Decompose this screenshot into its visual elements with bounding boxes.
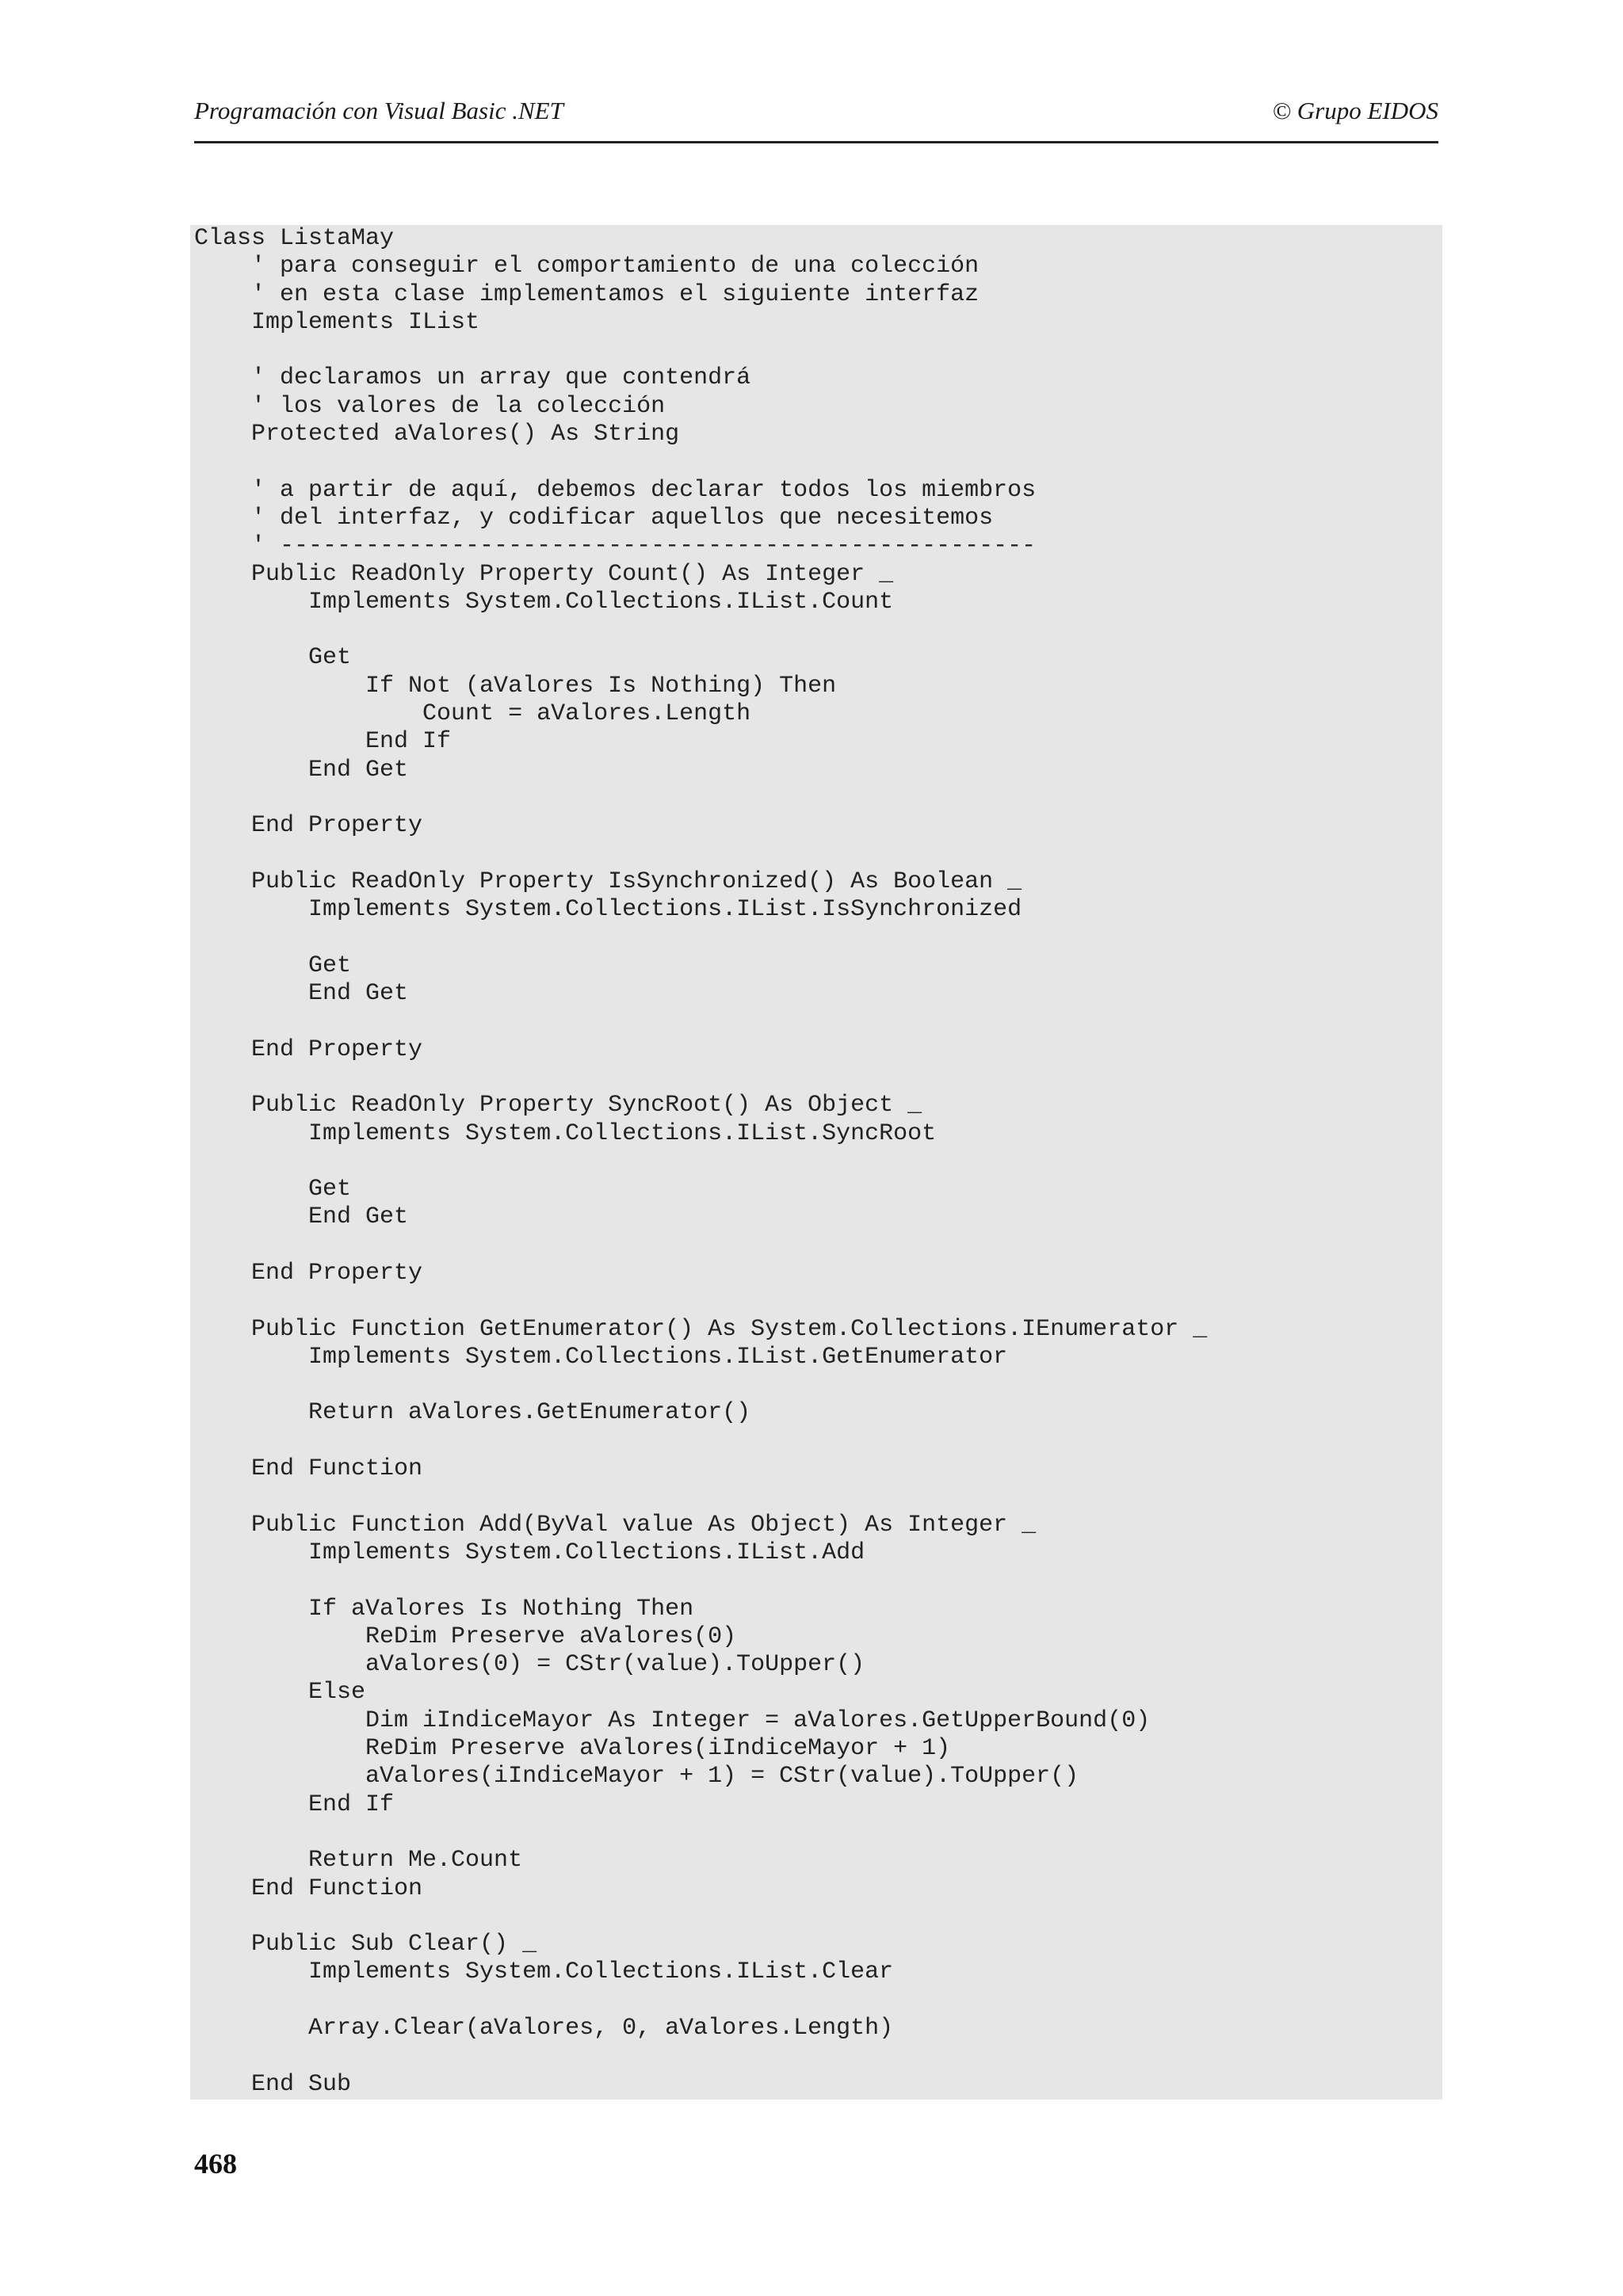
code-line: Get — [194, 1176, 352, 1203]
code-listing — [190, 225, 1442, 2100]
code-line: ' declaramos un array que contendrá — [194, 364, 751, 392]
code-line: If aValores Is Nothing Then — [194, 1595, 694, 1623]
code-line: Array.Clear(aValores, 0, aValores.Length) — [194, 2015, 894, 2042]
code-line: Return aValores.GetEnumerator() — [194, 1399, 751, 1427]
code-line: Public Function GetEnumerator() As System.Collections.IEnumerator _ — [194, 1315, 1208, 1343]
code-line: Public Function Add(ByVal value As Object) As Integer _ — [194, 1511, 1037, 1539]
code-line: Public Sub Clear() _ — [194, 1931, 537, 1958]
code-line: End Get — [194, 980, 409, 1008]
book-title: Programación con Visual Basic .NET — [194, 97, 563, 124]
code-line: ' a partir de aquí, debemos declarar todos los miembros — [194, 476, 1037, 504]
code-line: Else — [194, 1679, 366, 1707]
code-line: Public ReadOnly Property SyncRoot() As Object _ — [194, 1092, 922, 1119]
code-line: Public ReadOnly Property IsSynchronized() As Boolean _ — [194, 868, 1022, 895]
code-line: Class ListaMay — [194, 225, 395, 252]
code-line: ReDim Preserve aValores(iIndiceMayor + 1) — [194, 1735, 951, 1763]
publisher-name: © Grupo EIDOS — [1272, 97, 1438, 124]
running-header — [194, 93, 1438, 143]
code-line: ' los valores de la colección — [194, 392, 666, 420]
code-line: ' del interfaz, y codificar aquellos que necesitemos — [194, 504, 994, 532]
code-line: aValores(iIndiceMayor + 1) = CStr(value).ToUpper() — [194, 1763, 1079, 1791]
code-line: Return Me.Count — [194, 1847, 523, 1875]
code-line: End Get — [194, 1203, 409, 1231]
code-line: Implements System.Collections.IList.Add — [194, 1539, 865, 1566]
code-line: Implements System.Collections.IList.Clear — [194, 1958, 894, 1986]
page-number: 468 — [194, 2148, 237, 2180]
code-line: Implements System.Collections.IList.GetEnumerator — [194, 1343, 1008, 1371]
code-line: Get — [194, 644, 352, 672]
code-line: End If — [194, 728, 452, 756]
code-line: End Function — [194, 1875, 423, 1902]
code-line: ReDim Preserve aValores(0) — [194, 1623, 737, 1650]
code-line: End If — [194, 1791, 395, 1818]
code-text — [194, 225, 1442, 2099]
code-line: Implements System.Collections.IList.IsSynchronized — [194, 896, 1022, 924]
code-line: If Not (aValores Is Nothing) Then — [194, 672, 837, 700]
code-line: ' ----------------------------------------------------- — [194, 532, 1037, 560]
code-line: aValores(0) = CStr(value).ToUpper() — [194, 1651, 865, 1679]
code-line: ' en esta clase implementamos el siguiente interfaz — [194, 280, 980, 308]
code-line: Implements System.Collections.IList.SyncRoot — [194, 1119, 937, 1147]
code-line: Protected aValores() As String — [194, 421, 680, 448]
code-line: Implements System.Collections.IList.Count — [194, 588, 894, 616]
code-line: End Property — [194, 1259, 423, 1287]
code-line: End Property — [194, 1035, 423, 1063]
code-line: Count = aValores.Length — [194, 700, 751, 728]
code-line: Dim iIndiceMayor As Integer = aValores.GetUpperBound(0) — [194, 1707, 1151, 1734]
code-line: ' para conseguir el comportamiento de una colección — [194, 253, 980, 280]
code-line: End Function — [194, 1455, 423, 1483]
code-line: End Property — [194, 812, 423, 840]
code-line: End Sub — [194, 2070, 352, 2098]
code-line: End Get — [194, 756, 409, 784]
code-line: Implements IList — [194, 308, 480, 336]
code-line: Public ReadOnly Property Count() As Integer _ — [194, 560, 894, 588]
code-line: Get — [194, 952, 352, 979]
